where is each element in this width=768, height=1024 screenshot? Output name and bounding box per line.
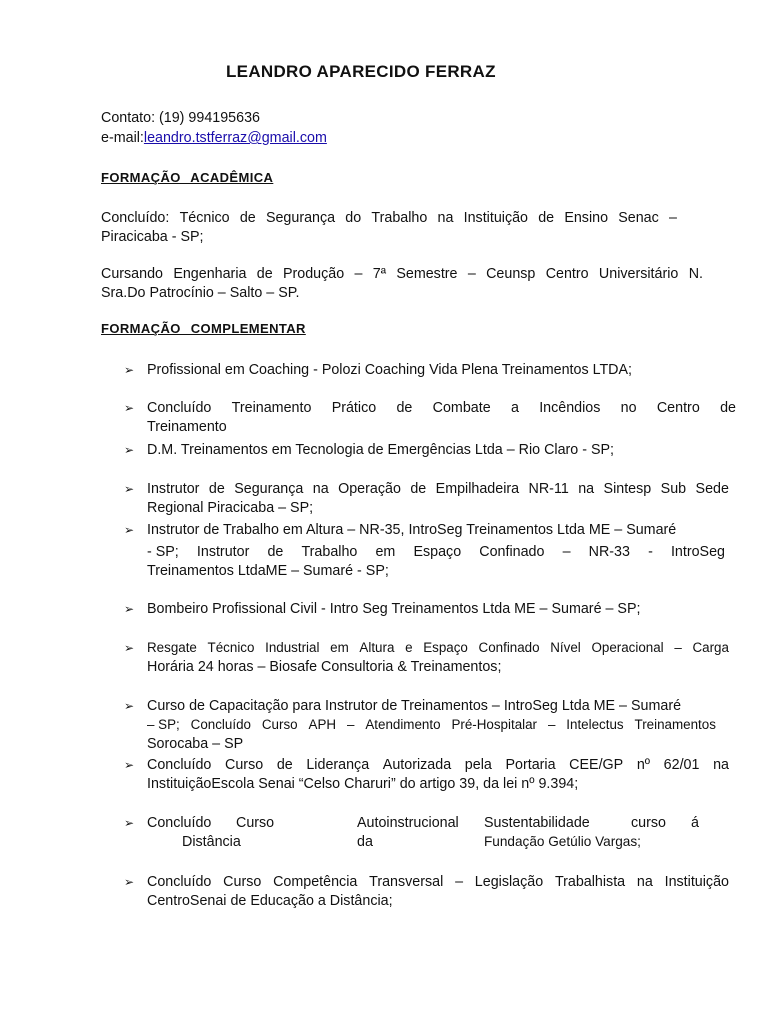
word: CEE/GP [569, 757, 624, 773]
academic-item-1-line2: Piracicaba - SP; [101, 229, 204, 245]
word: Semestre [396, 266, 458, 282]
list-item-incendio-line2: Treinamento [147, 419, 227, 435]
email-link[interactable]: leandro.tstferraz@gmail.com [143, 130, 327, 146]
word: de [538, 210, 555, 226]
word: 62/01 [663, 757, 700, 773]
word: 7ª [372, 266, 387, 282]
word: Centro [545, 266, 589, 282]
word: – [668, 210, 677, 226]
word: Confinado [479, 544, 545, 560]
word: Altura [359, 640, 395, 655]
word: Treinamento [231, 400, 312, 416]
academic-item-1-line1 [101, 209, 677, 227]
word: Centro [656, 400, 700, 416]
word: Concluído: [101, 210, 170, 226]
word: de [410, 481, 427, 497]
bullet-arrow-icon: ➢ [124, 641, 135, 655]
word: – [354, 266, 363, 282]
word: Concluído [147, 874, 212, 890]
word: Transversal [369, 874, 444, 890]
list-item-bombeiro: Bombeiro Profissional Civil - Intro Seg Treinamentos Ltda ME – Sumaré – SP; [147, 601, 641, 617]
word: Portaria [505, 757, 556, 773]
word: de [267, 544, 284, 560]
word: na [312, 481, 329, 497]
word: Instrutor [147, 481, 200, 497]
word: em [330, 640, 349, 655]
bullet-arrow-icon: ➢ [124, 443, 135, 457]
word: Sintesp [603, 481, 652, 497]
word: Sub [660, 481, 687, 497]
word: de [396, 400, 413, 416]
word: Segurança [265, 210, 336, 226]
word: Combate [432, 400, 491, 416]
word: de [239, 210, 256, 226]
word: Operacional [591, 640, 664, 655]
word: Curso [225, 757, 264, 773]
word: Resgate [147, 640, 197, 655]
list-item-lideranca-line2: InstituiçãoEscola Senai “Celso Charuri” do artigo 39, da lei nº 9.394; [147, 776, 579, 792]
word: Instituição [463, 210, 528, 226]
word: Instrutor [196, 544, 250, 560]
contact-email-line [101, 129, 327, 147]
word: Pré-Hospitalar [451, 717, 538, 732]
word: Cursando [101, 266, 163, 282]
list-item-capacitacao-line1: Curso de Capacitação para Instrutor de Treinamentos – IntroSeg Ltda ME – Sumaré [147, 698, 682, 714]
list-item-altura-line3: Treinamentos LtdaME – Sumaré - SP; [147, 563, 389, 579]
word: Operação [338, 481, 401, 497]
word: Curso [223, 874, 262, 890]
word: a [510, 400, 519, 416]
word: no [620, 400, 637, 416]
fgv-word-7: Distância [182, 834, 241, 850]
word: - SP; [147, 544, 179, 560]
word: Espaço [413, 544, 462, 560]
section-heading-complementary: FORMAÇÃO COMPLEMENTAR [101, 321, 306, 336]
word: em [375, 544, 396, 560]
bullet-arrow-icon: ➢ [124, 758, 135, 772]
fgv-word-5: curso [631, 815, 666, 831]
word: Trabalho [371, 210, 428, 226]
word: Espaço [423, 640, 468, 655]
word: APH [308, 717, 337, 732]
bullet-arrow-icon: ➢ [124, 816, 135, 830]
word: Legislação [474, 874, 544, 890]
word: na [713, 757, 729, 773]
fgv-word-1: Concluído [147, 815, 212, 831]
word: de [256, 266, 273, 282]
word: Sede [695, 481, 729, 497]
word: de [276, 757, 293, 773]
list-item-empilhadeira-line2: Regional Piracicaba – SP; [147, 500, 314, 516]
word: Carga [692, 640, 729, 655]
word: Confinado [478, 640, 540, 655]
word: Engenharia [173, 266, 247, 282]
bullet-arrow-icon: ➢ [124, 523, 135, 537]
list-item-altura-line1: Instrutor de Trabalho em Altura – NR-35, IntroSeg Treinamentos Ltda ME – Sumaré [147, 522, 677, 538]
word: IntroSeg [670, 544, 725, 560]
word: Concluído [147, 757, 212, 773]
word: – [674, 640, 682, 655]
fgv-word-4: Sustentabilidade [484, 815, 590, 831]
list-item-empilhadeira-line1 [147, 480, 729, 498]
word: Intelectus [566, 717, 624, 732]
word: Nível [550, 640, 581, 655]
fgv-word-9: Fundação Getúlio Vargas; [484, 834, 641, 849]
word: de [208, 481, 225, 497]
list-item-transversal-line2: CentroSenai de Educação a Distância; [147, 893, 393, 909]
list-item-coaching: Profissional em Coaching - Polozi Coaching Vida Plena Treinamentos LTDA; [147, 362, 633, 378]
word: N. [688, 266, 703, 282]
list-item-lideranca-line1 [147, 756, 729, 774]
word: Liderança [306, 757, 370, 773]
word: Instituição [664, 874, 729, 890]
word: pela [464, 757, 492, 773]
bullet-arrow-icon: ➢ [124, 699, 135, 713]
word: – [562, 544, 571, 560]
bullet-arrow-icon: ➢ [124, 363, 135, 377]
section-heading-academic: FORMAÇÃO ACADÊMICA [101, 170, 274, 185]
word: Técnico [207, 640, 255, 655]
fgv-word-2: Curso [236, 815, 275, 831]
word: na [437, 210, 454, 226]
list-item-capacitacao-line3: Sorocaba – SP [147, 736, 244, 752]
word: Universitário [598, 266, 679, 282]
word: Ceunsp [486, 266, 536, 282]
word: Autorizada [382, 757, 452, 773]
word: Técnico [179, 210, 230, 226]
word: Trabalhista [554, 874, 626, 890]
word: – [467, 266, 476, 282]
word: – [346, 717, 355, 732]
word: Treinamentos [634, 717, 716, 732]
fgv-word-8: da [357, 834, 373, 850]
list-item-dm: D.M. Treinamentos em Tecnologia de Emergências Ltda – Rio Claro - SP; [147, 442, 614, 458]
bullet-arrow-icon: ➢ [124, 875, 135, 889]
word: na [636, 874, 653, 890]
word: Empilhadeira [435, 481, 520, 497]
list-item-resgate-line2: Horária 24 horas – Biosafe Consultoria & Treinamentos; [147, 659, 502, 675]
list-item-capacitacao-line2 [147, 716, 716, 734]
bullet-arrow-icon: ➢ [124, 602, 135, 616]
word: Senac [618, 210, 659, 226]
word: NR-33 [588, 544, 630, 560]
fgv-word-6: á [691, 815, 699, 831]
word: Curso [261, 717, 298, 732]
word: - [648, 544, 653, 560]
word: de [720, 400, 736, 416]
academic-item-2-line2: Sra.Do Patrocínio – Salto – SP. [101, 285, 300, 301]
list-item-transversal-line1 [147, 873, 729, 891]
word: – [455, 874, 464, 890]
word: – SP; [147, 717, 180, 732]
word: Segurança [234, 481, 304, 497]
contact-phone: Contato: (19) 994195636 [101, 110, 260, 126]
list-item-incendio-line1 [147, 399, 736, 417]
word: nº [636, 757, 651, 773]
resume-name: LEANDRO APARECIDO FERRAZ [226, 62, 496, 81]
academic-item-2-line1 [101, 265, 703, 283]
word: Concluído [147, 400, 212, 416]
word: Concluído [190, 717, 251, 732]
fgv-word-3: Autoinstrucional [357, 815, 459, 831]
word: na [578, 481, 595, 497]
bullet-arrow-icon: ➢ [124, 482, 135, 496]
bullet-arrow-icon: ➢ [124, 401, 135, 415]
word: e [405, 640, 413, 655]
word: NR-11 [528, 481, 569, 497]
word: Atendimento [365, 717, 441, 732]
email-label: e-mail: [101, 130, 144, 146]
word: Trabalho [301, 544, 358, 560]
word: Incêndios [539, 400, 601, 416]
word: Prático [331, 400, 377, 416]
word: do [345, 210, 362, 226]
word: Produção [282, 266, 345, 282]
list-item-altura-line2 [147, 543, 725, 561]
word: Ensino [564, 210, 609, 226]
word: Industrial [265, 640, 320, 655]
list-item-resgate-line1 [147, 639, 729, 657]
word: – [547, 717, 556, 732]
word: Competência [273, 874, 358, 890]
